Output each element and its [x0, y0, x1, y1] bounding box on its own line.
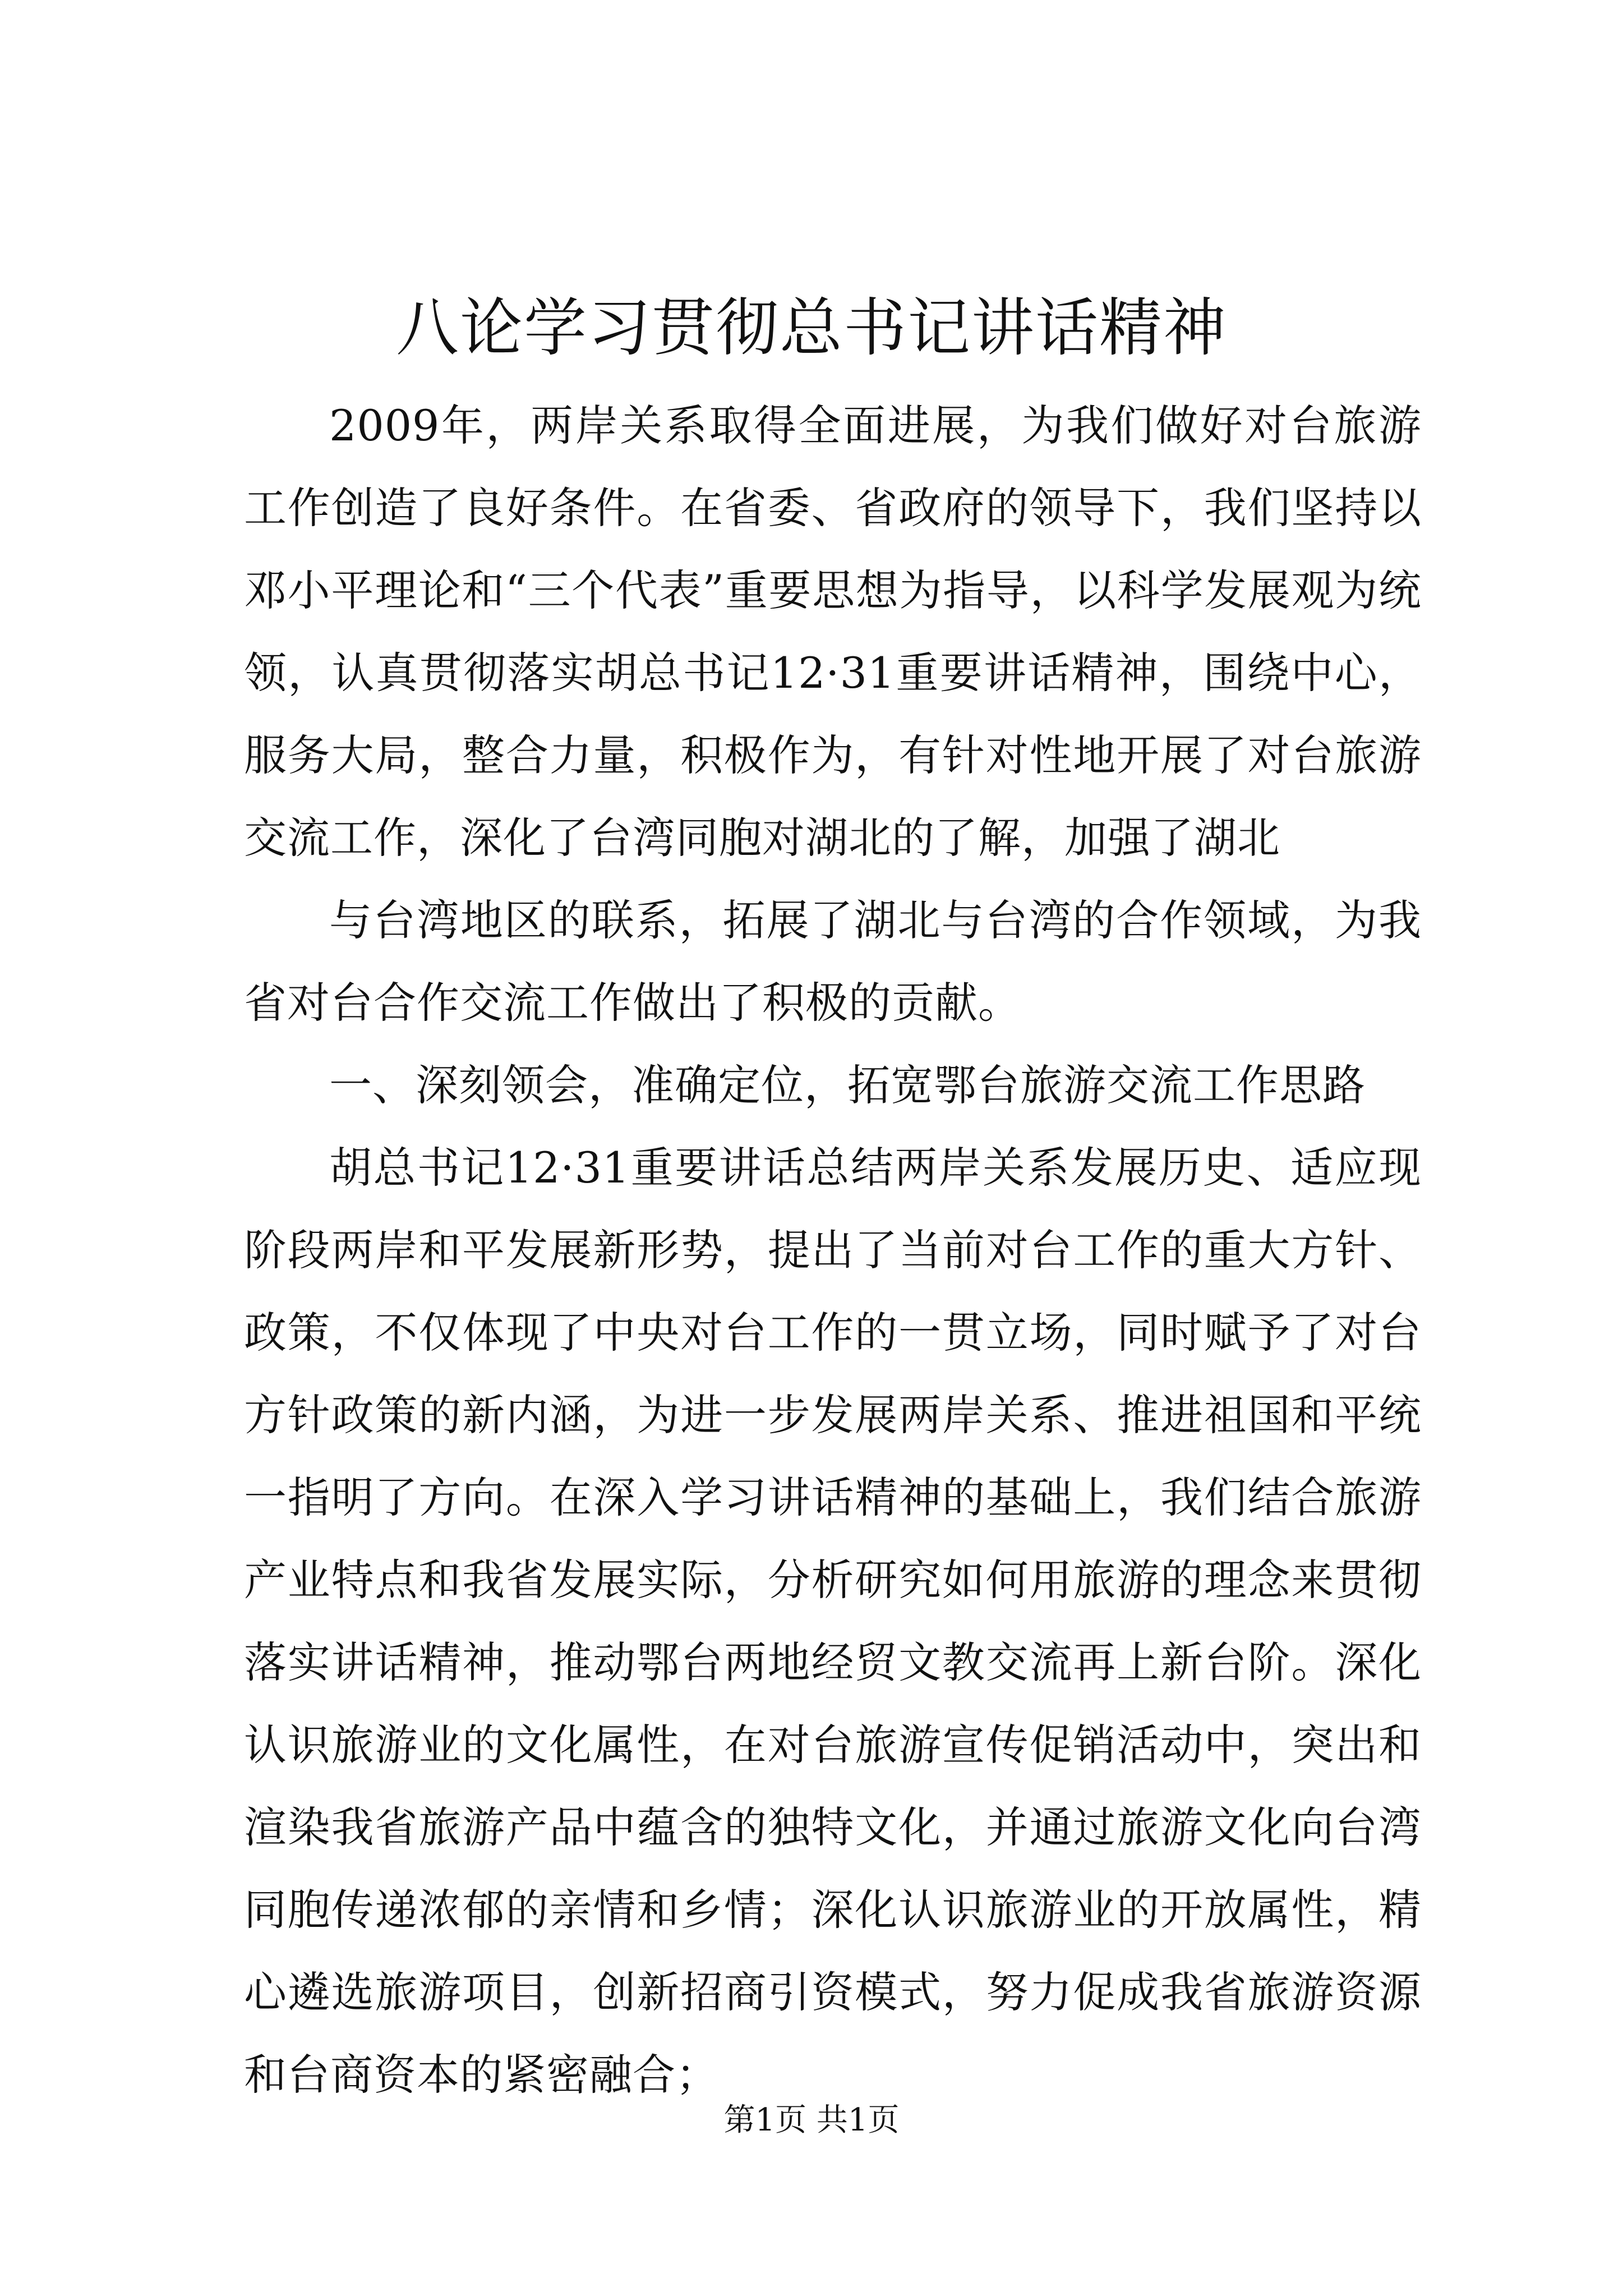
document-body — [244, 384, 1422, 2116]
document-title: 八论学习贯彻总书记讲话精神 — [396, 292, 1227, 365]
paragraph-1: 2009年，两岸关系取得全面进展，为我们做好对台旅游工作创造了良好条件。在省委、省政府的领导下，我们坚持以邓小平理论和“三个代表”重要思想为指导，以科学发展观为统领，认真贯彻落实胡总书记12·31重要讲话精神，围绕中心，服务大局，整合力量，积极作为，有针对性地开展了对台旅游交流工作，深化了台湾同胞对湖北的了解，加强了湖北 — [244, 401, 1422, 863]
section-heading-1: 一、深刻领会，准确定位，拓宽鄂台旅游交流工作思路 — [329, 1060, 1366, 1110]
paragraph-2: 与台湾地区的联系，拓展了湖北与台湾的合作领域，为我省对台合作交流工作做出了积极的贡献。 — [244, 895, 1422, 1028]
page-footer: 第1页 共1页 — [723, 2102, 900, 2138]
paragraph-3: 胡总书记12·31重要讲话总结两岸关系发展历史、适应现阶段两岸和平发展新形势，提出了当前对台工作的重大方针、政策，不仅体现了中央对台工作的一贯立场，同时赋予了对台方针政策的新内涵，为进一步发展两岸关系、推进祖国和平统一指明了方向。在深入学习讲话精神的基础上，我们结合旅游产业特点和我省发展实际，分析研究如何用旅游的理念来贯彻落实讲话精神，推动鄂台两地经贸文教交流再上新台阶。深化认识旅游业的文化属性，在对台旅游宣传促销活动中，突出和渲染我省旅游产品中蕴含的独特文化，并通过旅游文化向台湾同胞传递浓郁的亲情和乡情；深化认识旅游业的开放属性，精心遴选旅游项目，创新招商引资模式，努力促成我省旅游资源和台商资本的紧密融合； — [244, 1143, 1422, 2100]
